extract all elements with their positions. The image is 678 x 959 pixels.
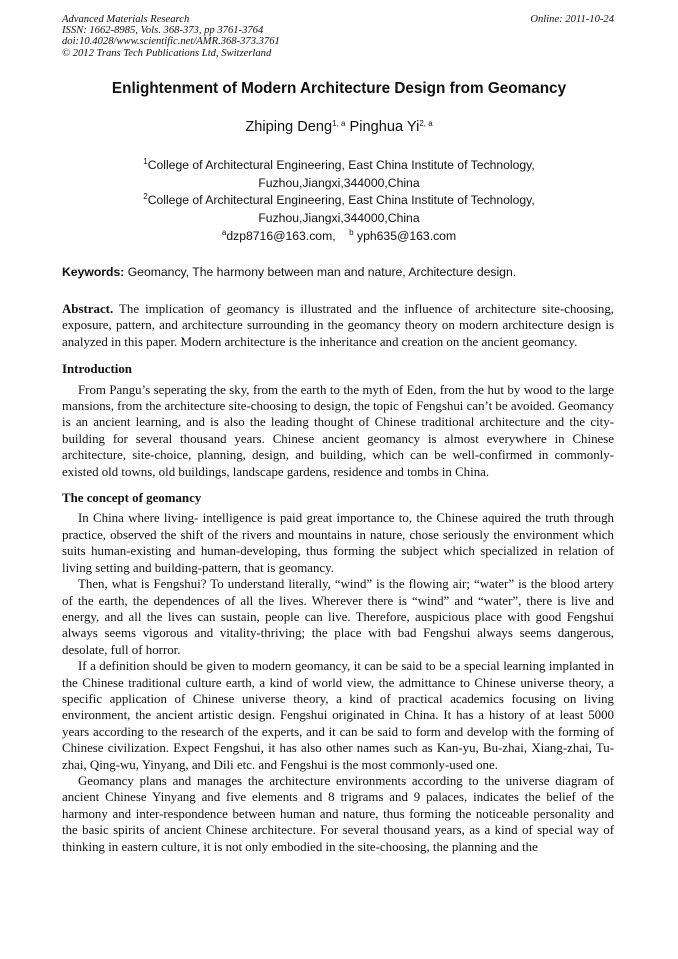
abstract-text: The implication of geomancy is illustrated and the influence of architecture site-choosing, exposure, pattern, and architecture surrounding in the geomancy theory on modern architecture design is analyzed in this paper. Modern architecture is the inheritance and creation on the ancient geomancy. (62, 302, 615, 349)
email-address: dzp8716@163.com, (226, 229, 336, 243)
email-address: yph635@163.com (357, 229, 457, 243)
keywords-text: Geomancy, The harmony between man and nature, Architecture design. (127, 265, 517, 279)
copyright-line: © 2012 Trans Tech Publications Ltd, Switzerland (62, 47, 272, 59)
keywords-label: Keywords: (62, 265, 125, 279)
author-name: Zhiping Deng (245, 119, 333, 135)
email-sup: b (349, 228, 354, 237)
journal-name: Advanced Materials Research (62, 14, 190, 25)
doi-line: doi:10.4028/www.scientific.net/AMR.368-373.3761 (62, 36, 280, 48)
abstract (62, 301, 614, 350)
paragraph: If a definition should be given to modern geomancy, it can be said to be a special learning implanted in the Chinese traditional culture earth, a kind of world view, the admittance to Chinese universe theory, a specific application of Chinese universe theory, a kind of practical academics focusing on living environment, the ancient artistic design. Fengshui originated in China. It has a history of at least 5000 years according to the research of the experts, and it can be said to form and develop with the forming of Chinese civilization. Expect Fengshui, it has also other names such as Kan-yu, Bu-zhai, Xiang-zhai, Tu-zhai, Qing-wu, Yinyang, and Dili etc. and Fengshui is the most commonly-used one. (62, 659, 614, 772)
author-emails (40, 229, 638, 243)
author-list (40, 119, 638, 135)
affiliation-line: College of Architectural Engineering, East China Institute of Technology, (147, 158, 535, 172)
issn-line: ISSN: 1662-8985, Vols. 368-373, pp 3761-3764 (62, 25, 264, 37)
section-heading-concept: The concept of geomancy (62, 491, 202, 506)
affiliation-line: Fuzhou,Jiangxi,344000,China (258, 175, 420, 190)
email-sup: a (221, 228, 227, 237)
online-date: Online: 2011-10-24 (530, 14, 614, 25)
paragraph: Geomancy plans and manages the architecture environments according to the universe diagram of ancient Chinese Yinyang and five elements and 8 trigrams and 9 palaces, indicates the belief of the harmony and inter-respondence between human and nature, thus forming the noticeable personality and the basic spirits of ancient Chinese architecture. For several thousand years, as a kind of special way of thinking in eastern culture, it is not only embodied in the site-choosing, the planning and the (62, 773, 614, 854)
author-sup: 1, a (332, 119, 346, 128)
paragraph: In China where living- intelligence is paid great importance to, the Chinese aquired the truth through practice, observed the shift of the rivers and mountains in nature, chose seriously the environment which suits human-existing and human-developing, thus forming the subject which specialized in relation of living setting and building-pattern, that is geomancy. (62, 511, 614, 575)
affiliation-line: College of Architectural Engineering, East China Institute of Technology, (147, 193, 535, 207)
paragraph: Then, what is Fengshui? To understand literally, “wind” is the flowing air; “water” is the blood artery of the earth, the dependences of all the lives. Wherever there is “wind” and “water”, there is live and energy, and all the lives can sustain, people can live. Therefore, auspicious place with good Fengshui always seems vigorous and vitality-thriving; the place with bad Fengshui always seems dangerous, desolate, full of horror. (62, 577, 614, 657)
affiliation-line: Fuzhou,Jiangxi,344000,China (258, 210, 420, 225)
abstract-label: Abstract. (62, 302, 114, 316)
journal-header (62, 14, 614, 59)
author-name: Pinghua Yi (349, 119, 420, 135)
keywords (62, 265, 618, 279)
affiliation-2 (40, 192, 638, 227)
affiliation-sup: 1 (143, 157, 148, 166)
affiliation-sup: 2 (143, 192, 148, 201)
paper-title: Enlightenment of Modern Architecture Design from Geomancy (111, 80, 567, 97)
section-heading-introduction: Introduction (62, 362, 132, 377)
affiliation-1 (40, 157, 638, 192)
paragraph: From Pangu’s seperating the sky, from the earth to the myth of Eden, from the hut by wood to the large mansions, from the architecture site-choosing to design, the topic of Fengshui can’t be avoided. Geomancy is an ancient learning, and is also the leading thought of Chinese traditional architecture and the city-building for several thousand years. Chinese ancient geomancy is almost everywhere in Chinese architecture, site-choice, planning, design, and building, which can be well-confirmed in commonly-existed old towns, old buildings, landscape gardens, residence and tombs in China. (62, 382, 614, 479)
paper-body (62, 301, 614, 855)
author-sup: 2, a (419, 119, 433, 128)
